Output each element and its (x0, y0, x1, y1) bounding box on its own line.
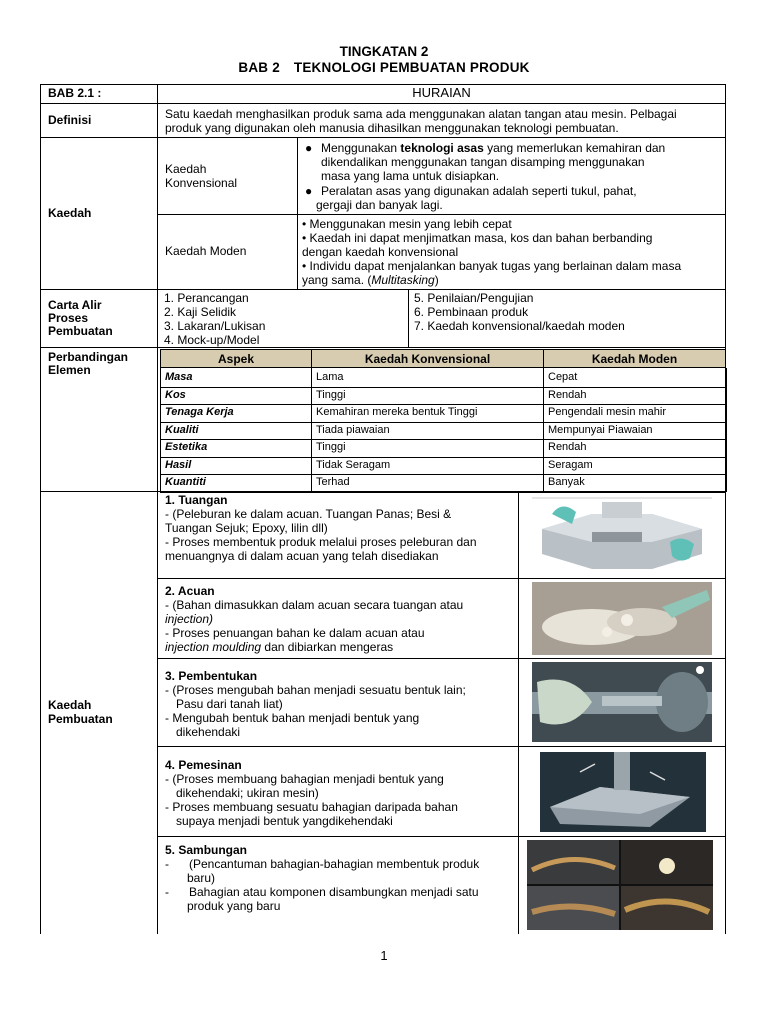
sambungan-line-1: - (Pencantuman bahagian-bahagian membentuk produk (165, 857, 480, 871)
aspek-cell: Kuantiti (165, 476, 206, 488)
pembuatan-label-1: Kaedah (48, 698, 92, 712)
konvensional-cell: Lama (316, 371, 344, 383)
moden-cell: Rendah (548, 441, 587, 453)
chapter-topic: TEKNOLOGI PEMBUATAN PRODUK (293, 60, 530, 75)
comparison-row-line (160, 439, 726, 440)
pemesinan-line-1: - (Proses membuang bahagian menjadi bentuk yang (165, 772, 444, 786)
konvensional-label-1: Kaedah (165, 162, 207, 176)
pembentukan-title: 3. Pembentukan (165, 669, 258, 683)
pemesinan-line-3: - Proses membuang sesuatu bahagian daripada bahan (165, 800, 458, 814)
tuangan-line-4: menuangnya di dalam acuan yang telah disediakan (165, 549, 439, 563)
pembentukan-line-3: - Mengubah bentuk bahan menjadi bentuk yang (165, 711, 420, 725)
moden-cell: Pengendali mesin mahir (548, 406, 667, 418)
moden-cell: Mempunyai Piawaian (548, 423, 653, 436)
carta-step-1: 1. Perancangan (164, 291, 249, 305)
comparison-col-line (726, 368, 727, 492)
grade-heading: TINGKATAN 2 (339, 44, 429, 59)
aspek-cell: Tenaga Kerja (165, 406, 234, 418)
konvensional-cell: Tiada piawaian (316, 423, 390, 436)
bullet-icon: ● (305, 141, 313, 155)
kaedah-label: Kaedah (48, 206, 92, 220)
page-number: 1 (380, 948, 388, 963)
moden-line-4: • Individu dapat menjalankan banyak tugas yang berlainan dalam masa (302, 259, 682, 273)
carta-step-7: 7. Kaedah konvensional/kaedah moden (414, 319, 625, 333)
carta-step-3: 3. Lakaran/Lukisan (164, 319, 266, 333)
moden-line-5: yang sama. (Multitasking) (302, 273, 439, 287)
header-konvensional: Kaedah Konvensional (311, 349, 544, 368)
sambungan-title: 5. Sambungan (165, 843, 248, 857)
tuangan-line-1: - (Peleburan ke dalam acuan. Tuangan Panas; Besi & (165, 507, 452, 521)
sambungan-line-4: produk yang baru (187, 899, 281, 913)
carta-step-2: 2. Kaji Selidik (164, 305, 237, 319)
forming-photo (532, 662, 712, 742)
aspek-cell: Estetika (165, 441, 208, 453)
carta-step-5: 5. Penilaian/Pengujian (414, 291, 534, 305)
carta-label-1: Carta Alir (48, 298, 102, 312)
tuangan-title: 1. Tuangan (165, 493, 228, 507)
moden-line-2: • Kaedah ini dapat menjimatkan masa, kos dan bahan berbanding (302, 231, 653, 245)
acuan-title: 2. Acuan (165, 584, 215, 598)
definisi-label: Definisi (48, 113, 92, 127)
konvensional-b2-line-2: gergaji dan banyak lagi. (316, 198, 443, 212)
konvensional-b1-line-3: masa yang lama untuk disiapkan. (321, 169, 500, 183)
comparison-col-line (543, 368, 544, 492)
huraian-label: HURAIAN (412, 85, 471, 100)
pembuatan-label-2: Pembuatan (48, 712, 113, 726)
definisi-line-2: produk yang digunakan oleh manusia dihasilkan menggunakan teknologi pembuatan. (165, 121, 619, 135)
carta-step-4: 4. Mock-up/Model (164, 333, 260, 347)
comparison-col-line (160, 368, 161, 492)
carta-label-3: Pembuatan (48, 324, 113, 338)
pembentukan-line-1: - (Proses mengubah bahan menjadi sesuatu bentuk lain; (165, 683, 466, 697)
aspek-cell: Masa (165, 371, 193, 383)
tuangan-line-2: Tuangan Sejuk; Epoxy, lilin dll) (165, 521, 328, 535)
perbandingan-label-2: Elemen (48, 363, 91, 377)
sambungan-line-3: - Bahagian atau komponen disambungkan menjadi satu (165, 885, 479, 899)
aspek-cell: Hasil (165, 458, 192, 471)
acuan-line-2: injection) (165, 612, 214, 626)
tuangan-line-3: - Proses membentuk produk melalui proses peleburan dan (165, 535, 477, 549)
konvensional-b1-line-2: dikendalikan menggunakan tangan disamping menggunakan (321, 155, 645, 169)
konvensional-label-2: Konvensional (165, 176, 238, 190)
moden-label: Kaedah Moden (165, 244, 247, 258)
aspek-cell: Kualiti (165, 423, 199, 436)
bullet-icon: ● (305, 184, 313, 198)
moden-cell: Rendah (548, 388, 587, 401)
acuan-line-1: - (Bahan dimasukkan dalam acuan secara tuangan atau (165, 598, 464, 612)
comparison-row-line (160, 474, 726, 475)
moden-cell: Cepat (548, 371, 578, 383)
konvensional-cell: Tinggi (316, 388, 346, 401)
comparison-row-line (160, 457, 726, 458)
acuan-line-3: - Proses penuangan bahan ke dalam acuan atau (165, 626, 425, 640)
moden-line-3: dengan kaedah konvensional (302, 245, 459, 259)
pemesinan-line-2: dikehendaki; ukiran mesin) (176, 786, 319, 800)
pemesinan-title: 4. Pemesinan (165, 758, 242, 772)
col-divider-label (157, 84, 158, 934)
sambungan-line-2: baru) (187, 871, 216, 885)
moden-line-1: • Menggunakan mesin yang lebih cepat (302, 217, 512, 231)
welding-photo-grid (527, 840, 713, 930)
casting-diagram-image (532, 494, 712, 574)
chapter-number: BAB 2 (238, 60, 280, 75)
carta-label-2: Proses (48, 311, 89, 325)
comparison-row-line (160, 387, 726, 388)
acuan-line-4: injection moulding dan dibiarkan mengeras (165, 640, 394, 654)
carta-step-6: 6. Pembinaan produk (414, 305, 529, 319)
bab-label: BAB 2.1 : (48, 86, 102, 100)
konvensional-cell: Tinggi (316, 441, 346, 453)
konvensional-cell: Kemahiran mereka bentuk Tinggi (316, 406, 478, 418)
konvensional-cell: Tidak Seragam (316, 458, 391, 471)
pembentukan-line-2: Pasu dari tanah liat) (176, 697, 283, 711)
moden-cell: Seragam (548, 458, 593, 471)
moden-cell: Banyak (548, 476, 585, 488)
header-aspek: Aspek (160, 349, 312, 368)
mould-photo (532, 582, 712, 655)
header-moden: Kaedah Moden (543, 349, 726, 368)
pembentukan-line-4: dikehendaki (176, 725, 241, 739)
aspek-cell: Kos (165, 388, 186, 401)
machining-photo (540, 752, 706, 832)
comparison-col-line (311, 368, 312, 492)
pemesinan-line-4: supaya menjadi bentuk yangdikehendaki (176, 814, 393, 828)
comparison-row-line (160, 492, 726, 493)
perbandingan-label-1: Perbandingan (48, 350, 129, 364)
konvensional-cell: Terhad (316, 476, 350, 488)
definisi-line-1: Satu kaedah menghasilkan produk sama ada menggunakan alatan tangan atau mesin. Pelbagai (165, 107, 677, 121)
chapter-heading (0, 60, 768, 75)
